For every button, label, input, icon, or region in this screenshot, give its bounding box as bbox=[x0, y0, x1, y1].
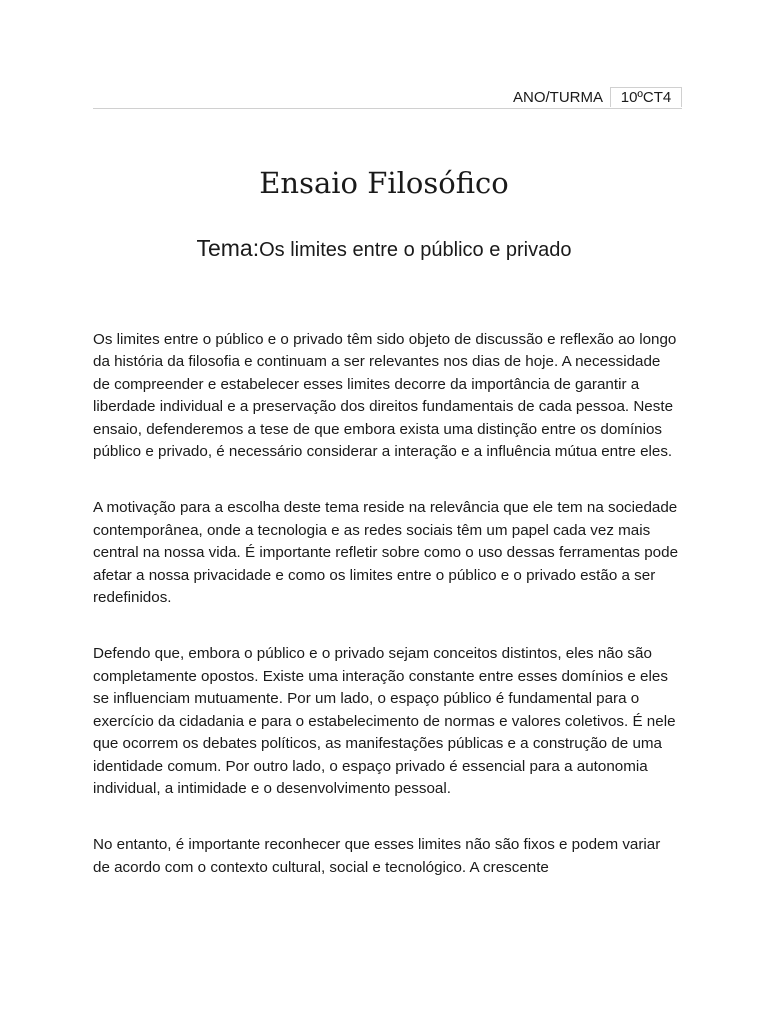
paragraph: No entanto, é importante reconhecer que esses limites não são fixos e podem variar de acordo com o contexto cultural, social e tecnológico. A crescente bbox=[93, 836, 661, 876]
document-title: Ensaio Filosófico bbox=[259, 166, 509, 200]
paragraph: A motivação para a escolha deste tema reside na relevância que ele tem na sociedade contemporânea, onde a tecnologia e as redes sociais têm um papel cada vez mais central na nossa vida. É importante refletir sobre como o uso dessas ferramentas pode afetar a nossa privacidade e como os limites entre o público e o privado estão a ser redefinidos. bbox=[93, 499, 679, 607]
theme-label: Tema: bbox=[196, 235, 260, 261]
paragraph: Defendo que, embora o público e o privado sejam conceitos distintos, eles não são completamente opostos. Existe uma interação constante entre esses domínios e eles se influenciam mutuamente. Por um lado, o espaço público é fundamental para o exercício da cidadania e para o estabelecimento de normas e valores coletivos. É nele que ocorrem os debates políticos, as manifestações públicas e a construção de uma identidade comum. Por outro lado, o espaço privado é essencial para a autonomia individual, a intimidade e o desenvolvimento pessoal. bbox=[93, 645, 676, 797]
document-header bbox=[93, 88, 682, 109]
paragraph: Os limites entre o público e o privado têm sido objeto de discussão e reflexão ao longo da história da filosofia e continuam a ser relevantes nos dias de hoje. A necessidade de compreender e estabelecer esses limites decorre da importância de garantir a liberdade individual e a preservação dos direitos fundamentais de cada pessoa. Neste ensaio, defenderemos a tese de que embora exista uma distinção entre os domínios público e privado, é necessário considerar a interação e a influência mútua entre eles. bbox=[93, 331, 677, 461]
document-subtitle bbox=[0, 233, 768, 265]
essay-body bbox=[93, 329, 681, 913]
class-label: ANO/TURMA bbox=[513, 89, 603, 106]
theme-text: Os limites entre o público e privado bbox=[259, 239, 572, 261]
class-value: 10ºCT4 bbox=[610, 87, 682, 107]
